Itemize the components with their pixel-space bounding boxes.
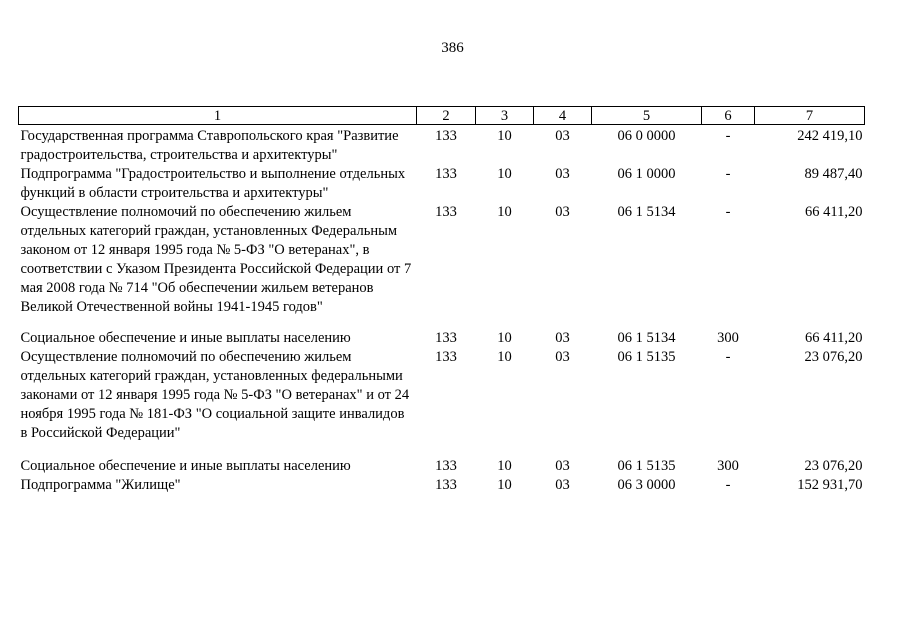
- row-name: Осуществление полномочий по обеспечению жильем отдельных категорий граждан, установленных Федеральным законом от 12 января 1995 года № 5-ФЗ "О ветеранах", в соответствии с Указом Президента Российской Федерации от 7 мая 2008 года № 714 "Об обеспечении жильем ветеранов Великой Отечественной войны 1941-1945 годов": [20, 204, 412, 315]
- row-amount: 242 419,10: [797, 128, 863, 144]
- row-section: 10: [497, 477, 512, 493]
- page-number: 386: [441, 40, 464, 56]
- row-name: Осуществление полномочий по обеспечению жильем отдельных категорий граждан, установленных федеральными законами от 12 января 1995 года № 5-ФЗ "О ветеранах" и от 24 ноября 1995 года № 181-ФЗ "О социальной защите инвалидов в Российской Федерации": [20, 349, 410, 441]
- row-section: 10: [497, 204, 512, 220]
- row-code: 133: [435, 349, 457, 365]
- table-row: [19, 165, 865, 203]
- row-target-article: 06 3 0000: [617, 477, 676, 493]
- row-expense-type: 300: [717, 330, 739, 346]
- row-name: Государственная программа Ставропольского края "Развитие градостроительства, строительства и архитектуры": [20, 128, 399, 163]
- header-row: [19, 107, 865, 125]
- row-subsection: 03: [555, 166, 570, 182]
- table-row: [19, 203, 865, 329]
- row-expense-type: -: [725, 204, 731, 220]
- table-row: [19, 348, 865, 457]
- row-code: 133: [435, 166, 457, 182]
- column-header-1: 1: [19, 107, 417, 125]
- row-subsection: 03: [555, 349, 570, 365]
- row-name: Подпрограмма "Градостроительство и выполнение отдельных функций в области строительства и архитектуры": [20, 166, 406, 201]
- column-header-4: 4: [534, 107, 592, 125]
- table-row: [19, 457, 865, 476]
- row-amount: 23 076,20: [804, 458, 863, 474]
- row-amount: 66 411,20: [805, 204, 863, 220]
- row-code: 133: [435, 204, 457, 220]
- column-header-3: 3: [476, 107, 534, 125]
- row-code: 133: [435, 128, 457, 144]
- row-subsection: 03: [555, 330, 570, 346]
- row-section: 10: [497, 128, 512, 144]
- budget-table: [18, 106, 865, 495]
- row-section: 10: [497, 349, 512, 365]
- row-expense-type: -: [725, 166, 731, 182]
- row-amount: 89 487,40: [804, 166, 863, 182]
- row-target-article: 06 1 5135: [617, 349, 676, 365]
- row-target-article: 06 0 0000: [617, 128, 676, 144]
- row-amount: 23 076,20: [804, 349, 863, 365]
- row-amount: 152 931,70: [797, 477, 863, 493]
- row-subsection: 03: [555, 204, 570, 220]
- table-row: [19, 476, 865, 495]
- row-code: 133: [435, 330, 457, 346]
- row-target-article: 06 1 0000: [617, 166, 676, 182]
- row-subsection: 03: [555, 128, 570, 144]
- row-target-article: 06 1 5135: [617, 458, 676, 474]
- row-subsection: 03: [555, 458, 570, 474]
- row-code: 133: [435, 458, 457, 474]
- row-name: Подпрограмма "Жилище": [20, 477, 181, 493]
- table-row: [19, 125, 865, 166]
- row-subsection: 03: [555, 477, 570, 493]
- row-expense-type: -: [725, 128, 731, 144]
- row-expense-type: -: [725, 349, 731, 365]
- table-row: [19, 329, 865, 348]
- row-expense-type: -: [725, 477, 731, 493]
- column-header-2: 2: [417, 107, 476, 125]
- row-section: 10: [497, 330, 512, 346]
- row-name: Социальное обеспечение и иные выплаты населению: [20, 330, 351, 346]
- row-target-article: 06 1 5134: [617, 330, 676, 346]
- column-header-5: 5: [592, 107, 702, 125]
- row-code: 133: [435, 477, 457, 493]
- row-amount: 66 411,20: [805, 330, 863, 346]
- row-target-article: 06 1 5134: [617, 204, 676, 220]
- column-header-6: 6: [702, 107, 755, 125]
- row-section: 10: [497, 458, 512, 474]
- row-name: Социальное обеспечение и иные выплаты населению: [20, 458, 351, 474]
- row-expense-type: 300: [717, 458, 739, 474]
- column-header-7: 7: [755, 107, 865, 125]
- row-section: 10: [497, 166, 512, 182]
